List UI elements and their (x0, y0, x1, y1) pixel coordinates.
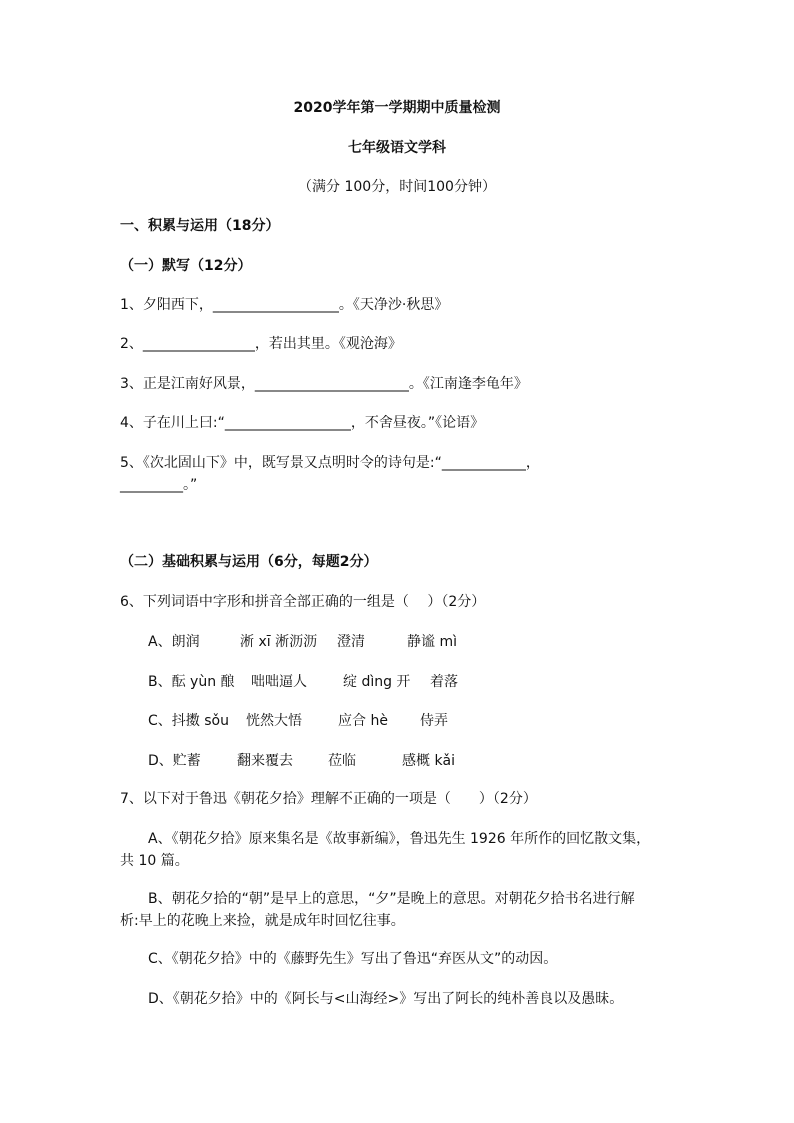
option-word: 恍然大悟 (246, 713, 302, 729)
option-word: 翻来覆去 (237, 753, 293, 769)
question-5-line2: _________。” (120, 477, 198, 493)
question-1: 1、夕阳西下，__________________。《天净沙·秋思》 (120, 297, 449, 313)
option-word: 澄清 (337, 634, 365, 650)
question-4: 4、子在川上曰:“__________________，不舍昼夜。”《论语》 (120, 415, 485, 431)
option-word: 绽 dìng 开 (343, 674, 411, 690)
question-7-option-a-line2: 共 10 篇。 (120, 853, 189, 869)
option-word: 应合 hè (338, 713, 388, 729)
part2-heading: （二）基础积累与运用（6分，每题2分） (120, 554, 378, 570)
question-2: 2、________________，若出其里。《观沧海》 (120, 336, 402, 352)
question-7-option-b-line1: B、朝花夕拾的“朝”是早上的意思，“夕”是晚上的意思。对朝花夕拾书名进行解 (148, 891, 635, 907)
question-7-option-b-line2: 析:早上的花晚上来捡，就是成年时回忆往事。 (120, 913, 405, 929)
option-word: D、贮蓄 (148, 753, 201, 769)
question-7-option-c: C、《朝花夕拾》中的《藤野先生》写出了鲁迅“弃医从文”的动因。 (148, 951, 558, 967)
part1-heading: （一）默写（12分） (120, 258, 252, 274)
exam-subtitle: 七年级语文学科 (348, 140, 446, 156)
question-5-line1: 5、《次北固山下》中，既写景又点明时令的诗句是:“____________， (120, 455, 540, 471)
option-word: 淅 xī 淅沥沥 (240, 634, 318, 650)
question-7-option-a-line1: A、《朝花夕拾》原来集名是《故事新编》，鲁迅先生 1926 年所作的回忆散文集， (148, 831, 651, 847)
option-word: 咄咄逼人 (251, 674, 307, 690)
question-7-option-d: D、《朝花夕拾》中的《阿长与<山海经>》写出了阿长的纯朴善良以及愚昧。 (148, 991, 624, 1007)
option-word: 感概 kǎi (402, 753, 456, 769)
option-word: C、抖擞 sǒu (148, 713, 229, 729)
option-word: A、朗润 (148, 634, 200, 650)
exam-note: （满分 100分，时间100分钟） (298, 179, 496, 195)
exam-title: 2020学年第一学期期中质量检测 (293, 100, 501, 116)
option-word: 静谧 mì (407, 634, 457, 650)
section1-heading: 一、积累与运用（18分） (120, 218, 280, 234)
option-word: 侍弄 (420, 713, 448, 729)
question-3: 3、正是江南好风景，______________________。《江南逢李龟年》 (120, 376, 528, 392)
option-word: 莅临 (328, 753, 356, 769)
option-word: 着落 (430, 674, 458, 690)
question-7-stem: 7、以下对于鲁迅《朝花夕拾》理解不正确的一项是（ ）（2分） (120, 791, 537, 807)
question-6-stem: 6、下列词语中字形和拼音全部正确的一组是（ ）（2分） (120, 594, 486, 610)
option-word: B、酝 yùn 酿 (148, 674, 235, 690)
